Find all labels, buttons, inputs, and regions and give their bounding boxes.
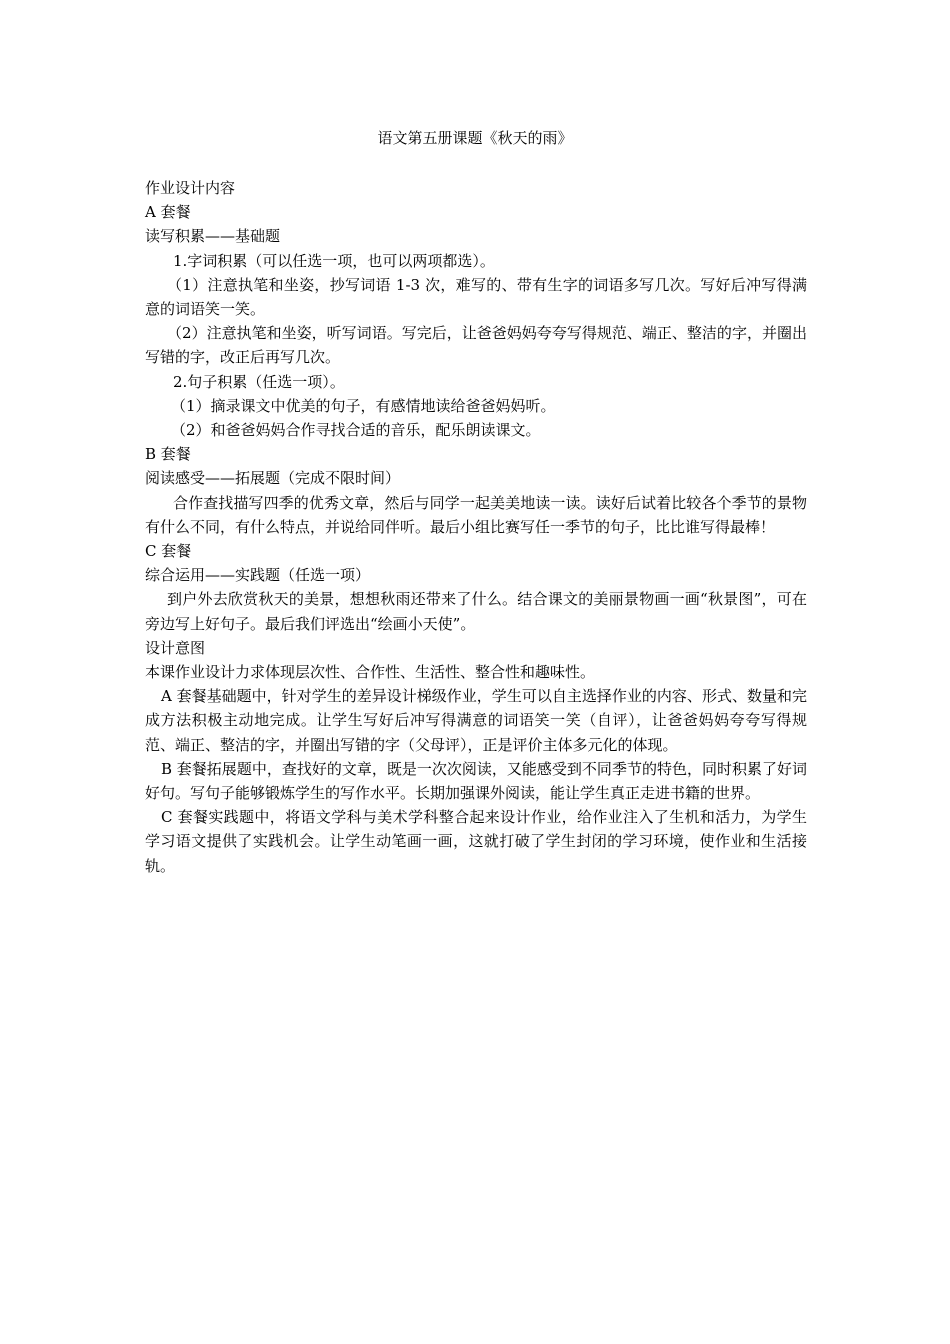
package-c-heading: C 套餐 [145,542,192,561]
sentence-accumulation-option-2: （2）和爸爸妈妈合作寻找合适的音乐，配乐朗读课文。 [171,421,541,440]
sentence-accumulation-option-1: （1）摘录课文中优美的句子，有感情地读给爸爸妈妈听。 [171,396,556,415]
section-heading-content: 作业设计内容 [145,179,236,197]
package-c-body: 到户外去欣赏秋天的美景，想想秋雨还带来了什么。结合课文的美丽景物画一画“秋景图”，可在旁边写上好句子。最后我们评选出“绘画小天使”。 [145,590,807,633]
intent-package-a: A 套餐基础题中，针对学生的差异设计梯级作业，学生可以自主选择作业的内容、形式、数量和完成方法积极主动地完成。让学生写好后冲写得满意的词语笑一笑（自评），让爸爸妈妈夸夸写得规范、端正、整洁的字，并圈出写错的字（父母评），正是评价主体多元化的体现。 [145,687,807,754]
word-accumulation-option-2: （2）注意执笔和坐姿，听写词语。写完后，让爸爸妈妈夸夸写得规范、端正、整洁的字，并圈出写错的字，改正后再写几次。 [145,324,807,367]
word-accumulation-option-1: （1）注意执笔和坐姿，抄写词语 1-3 次，难写的、带有生字的词语多写几次。写好后冲写得满意的词语笑一笑。 [145,275,807,319]
sentence-accumulation-item: 2.句子积累（任选一项）。 [173,372,345,391]
package-b-body: 合作查找描写四季的优秀文章，然后与同学一起美美地读一读。读好后试着比较各个季节的景物有什么不同，有什么特点，并说给同伴听。最后小组比赛写任一季节的句子，比比谁写得最棒！ [145,493,807,536]
intent-package-c: C 套餐实践题中，将语文学科与美术学科整合起来设计作业，给作业注入了生机和活力，为学生学习语文提供了实践机会。让学生动笔画一画，这就打破了学生封闭的学习环境，使作业和生活接轨。 [145,808,807,875]
package-a-subtitle: 读写积累——基础题 [145,227,281,246]
document-body [145,176,807,878]
intent-package-b: B 套餐拓展题中，查找好的文章，既是一次次阅读，又能感受到不同季节的特色，同时积累了好词好句。写句子能够锻炼学生的写作水平。长期加强课外阅读，能让学生真正走进书籍的世界。 [145,759,807,803]
word-accumulation-item: 1.字词积累（可以任选一项，也可以两项都选）。 [173,251,495,270]
package-a-heading: A 套餐 [145,203,191,222]
intent-summary: 本课作业设计力求体现层次性、合作性、生活性、整合性和趣味性。 [145,663,596,682]
package-b-subtitle: 阅读感受——拓展题（完成不限时间） [145,469,401,488]
package-c-subtitle: 综合运用——实践题（任选一项） [145,566,371,585]
section-heading-intent: 设计意图 [145,638,206,657]
document-title: 语文第五册课题《秋天的雨》 [377,129,573,147]
package-b-heading: B 套餐 [145,445,191,464]
